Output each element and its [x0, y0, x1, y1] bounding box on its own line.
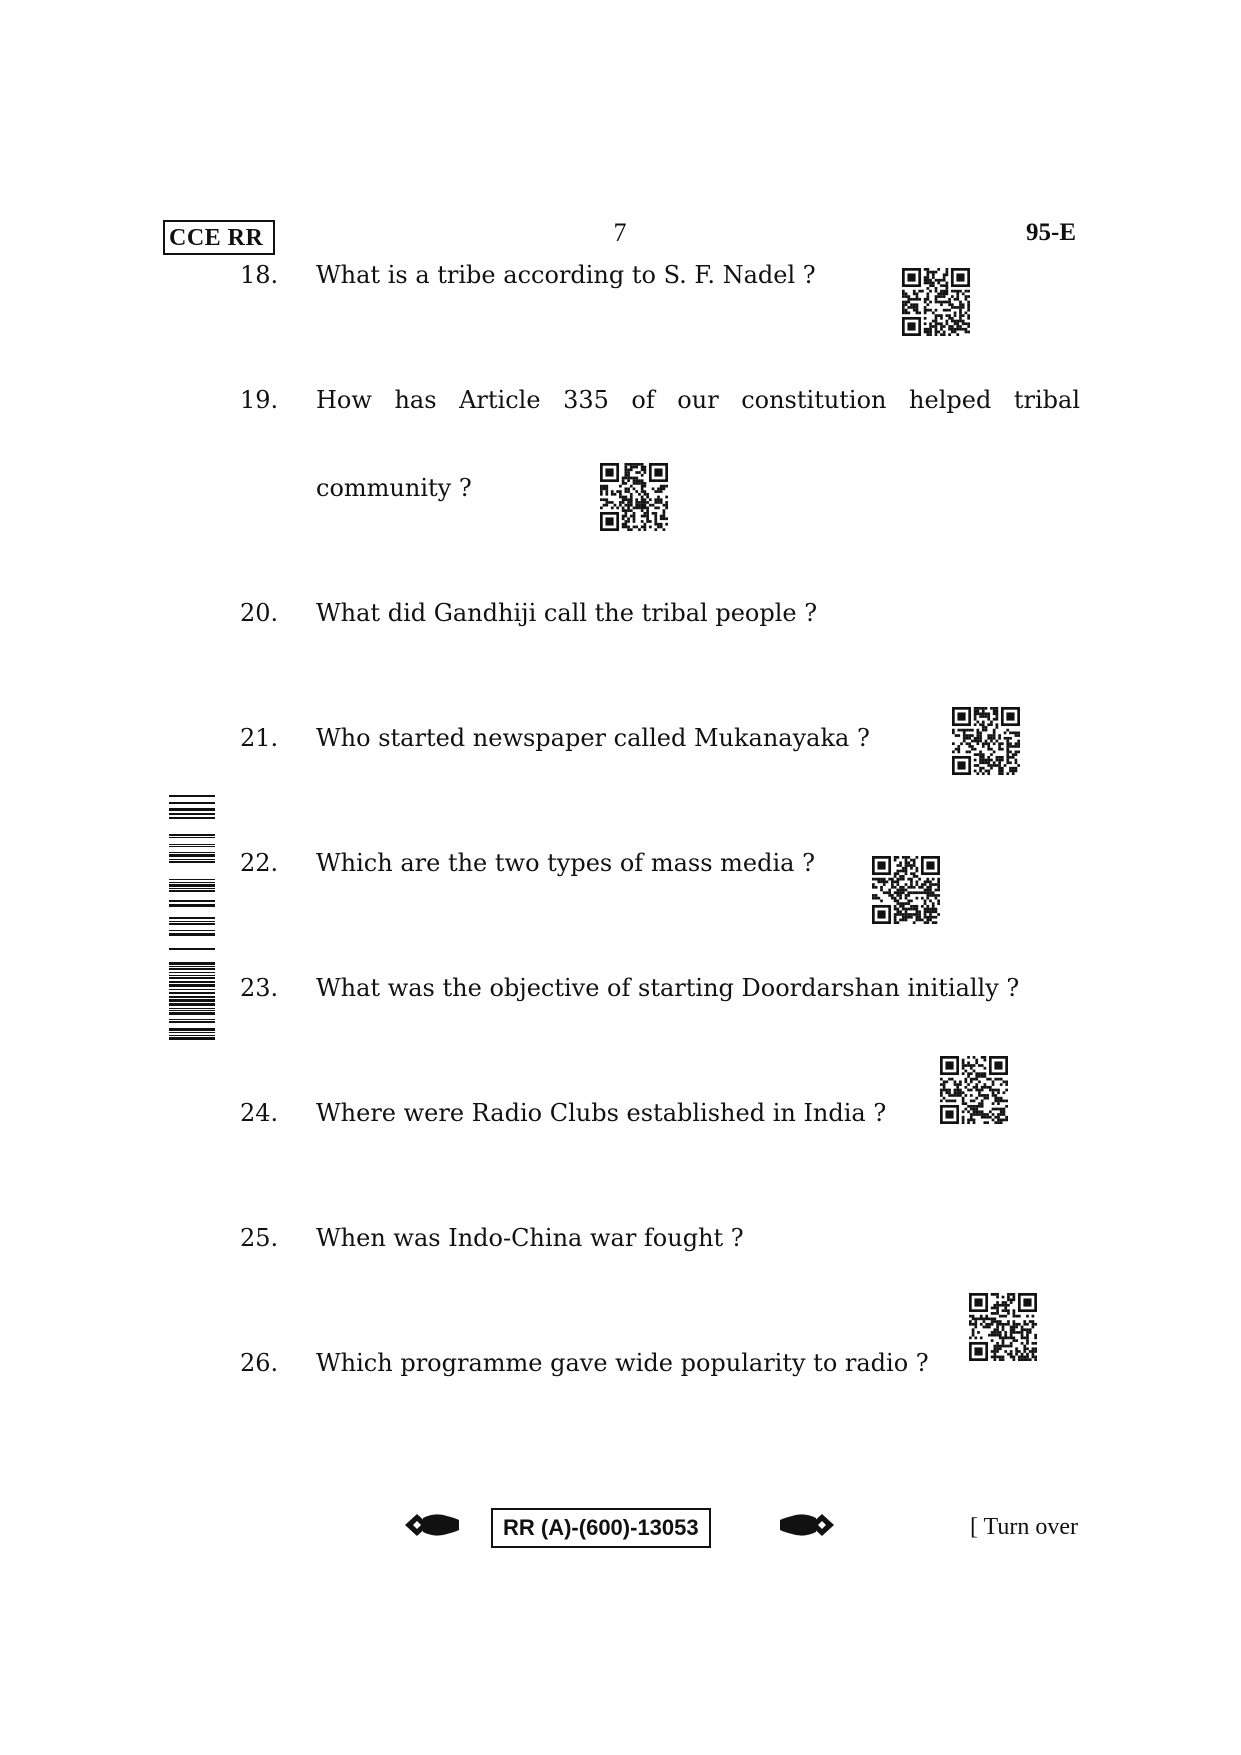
question-number: 21.: [240, 724, 279, 752]
page-number: 7: [613, 218, 627, 247]
barcode-icon: [169, 795, 215, 1040]
question-text: Where were Radio Clubs established in India ?: [316, 1099, 887, 1127]
question-text: What is a tribe according to S. F. Nadel ?: [316, 261, 816, 289]
question-text: How has Article 335 of our constitution helped tribal: [316, 386, 1080, 414]
qr-code-icon[interactable]: [872, 856, 940, 924]
question-text-continued: community ?: [316, 474, 472, 502]
header-code-box: CCE RR: [163, 220, 275, 255]
qr-code-icon[interactable]: [952, 707, 1020, 775]
question-number: 20.: [240, 599, 279, 627]
qr-code-icon[interactable]: [940, 1056, 1008, 1124]
question-text: Which are the two types of mass media ?: [316, 849, 815, 877]
ornament-icon: [403, 1508, 463, 1542]
turn-over-label: [ Turn over: [969, 1514, 1078, 1540]
qr-code-icon[interactable]: [902, 268, 970, 336]
question-number: 22.: [240, 849, 279, 877]
qr-code-icon[interactable]: [969, 1293, 1037, 1361]
question-number: 26.: [240, 1349, 279, 1377]
question-number: 25.: [240, 1224, 279, 1252]
question-text: Who started newspaper called Mukanayaka ?: [316, 724, 870, 752]
question-text: Which programme gave wide popularity to radio ?: [316, 1349, 929, 1377]
question-number: 19.: [240, 386, 279, 414]
footer-code-box: RR (A)-(600)-13053: [491, 1508, 711, 1548]
question-number: 24.: [240, 1099, 279, 1127]
paper-code: 95-E: [1026, 219, 1076, 246]
qr-code-icon[interactable]: [600, 463, 668, 531]
question-text: What did Gandhiji call the tribal people ?: [316, 599, 818, 627]
question-number: 18.: [240, 261, 279, 289]
question-text: What was the objective of starting Doordarshan initially ?: [316, 974, 1020, 1002]
question-number: 23.: [240, 974, 279, 1002]
ornament-icon: [776, 1508, 836, 1542]
question-text: When was Indo-China war fought ?: [316, 1224, 744, 1252]
